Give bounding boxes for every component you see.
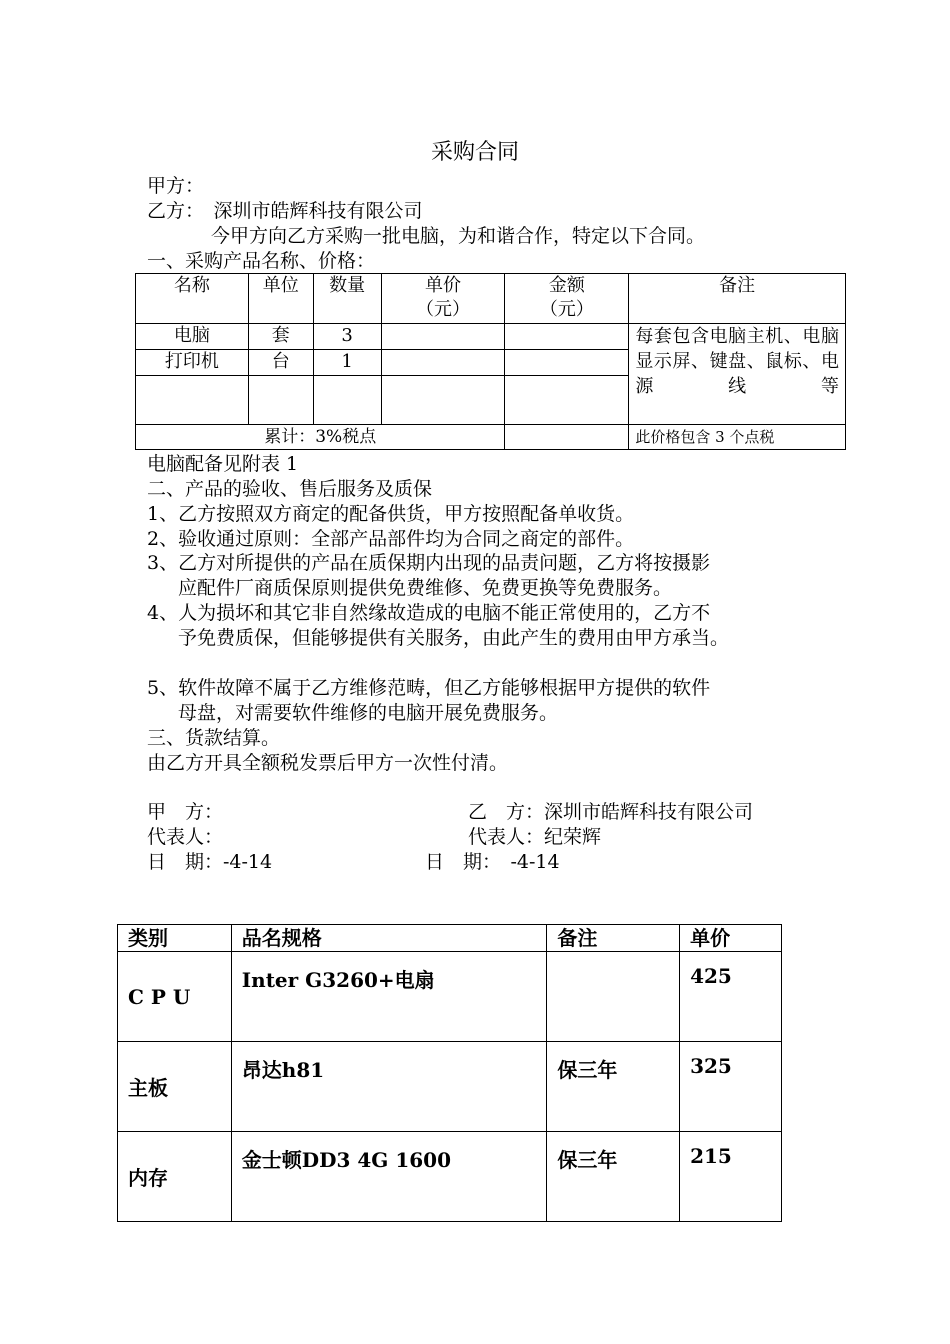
table-row (118, 1042, 782, 1132)
product-price-table (135, 273, 846, 450)
category-cell: 主板 (118, 1042, 232, 1132)
table-row (136, 324, 846, 350)
intro-text: 今甲方向乙方采购一批电脑，为和谐合作，特定以下合同。 (211, 225, 706, 247)
clause-5: 5、软件故障不属于乙方维修范畴，但乙方能够根据甲方提供的软件 (147, 677, 711, 699)
table-header-row (118, 925, 782, 952)
clause-4-cont: 予免费质保，但能够提供有关服务，由此产生的费用由甲方承当。 (178, 627, 730, 649)
sign-rep-a: 代表人： (147, 826, 224, 848)
name-cell: 电脑 (136, 324, 249, 350)
table-total-row (136, 425, 846, 450)
table-header-row (136, 274, 846, 324)
amount-cell (505, 324, 629, 350)
party-b-line: 乙方： 深圳市皓辉科技有限公司 (147, 200, 423, 222)
clause-1: 1、乙方按照双方商定的配备供货，甲方按照配备单收货。 (147, 503, 635, 525)
section3-heading: 三、货款结算。 (147, 727, 281, 749)
qty-cell: 1 (313, 350, 381, 376)
unit-cell: 台 (248, 350, 313, 376)
sign-date-b: 日 期： -4-14 (425, 851, 560, 873)
total-remark-cell: 此价格包含 3 个点税 (629, 425, 846, 450)
clause-3-cont: 应配件厂商质保原则提供免费维修、免费更换等免费服务。 (178, 577, 673, 599)
table-row (118, 1132, 782, 1222)
sign-date-a: 日 期：-4-14 (147, 851, 273, 873)
clause-3: 3、乙方对所提供的产品在质保期内出现的品责问题，乙方将按摄影 (147, 552, 711, 574)
spec-cell: 金士顿DD3 4G 1600 (231, 1132, 547, 1222)
party-a-line: 甲方： (147, 175, 205, 197)
header-cell: 单价 (680, 925, 782, 952)
total-cell: 累计：3%税点 (136, 425, 505, 450)
header-cell: 品名规格 (231, 925, 547, 952)
price-cell: 425 (680, 952, 782, 1042)
remark-cell: 每套包含电脑主机、电脑显示屏、键盘、鼠标、电源线等 (629, 324, 846, 425)
price-cell (381, 324, 505, 350)
spec-cell: 昂达h81 (231, 1042, 547, 1132)
document-title: 采购合同 (430, 140, 519, 165)
name-cell: 打印机 (136, 350, 249, 376)
header-cell: 单价 （元） (381, 274, 505, 324)
price-cell (381, 350, 505, 376)
payment-text: 由乙方开具全额税发票后甲方一次性付清。 (147, 752, 509, 774)
unit-cell: 套 (248, 324, 313, 350)
table-row (118, 952, 782, 1042)
sign-party-a: 甲 方： (147, 801, 224, 823)
header-cell: 备注 (547, 925, 680, 952)
header-cell: 备注 (629, 274, 846, 324)
clause-4: 4、人为损坏和其它非自然缘故造成的电脑不能正常使用的，乙方不 (147, 602, 711, 624)
header-cell: 类别 (118, 925, 232, 952)
header-cell: 名称 (136, 274, 249, 324)
section1-heading: 一、采购产品名称、价格： (147, 250, 376, 272)
qty-cell: 3 (313, 324, 381, 350)
price-cell: 325 (680, 1042, 782, 1132)
category-cell: 内存 (118, 1132, 232, 1222)
category-cell: C P U (118, 952, 232, 1042)
header-cell: 数量 (313, 274, 381, 324)
total-amount-cell (505, 425, 629, 450)
price-cell: 215 (680, 1132, 782, 1222)
clause-2: 2、验收通过原则：全部产品部件均为合同之商定的部件。 (147, 528, 635, 550)
note-cell: 保三年 (547, 1042, 680, 1132)
section2-heading: 二、产品的验收、售后服务及质保 (147, 478, 433, 500)
spec-cell: Inter G3260+电扇 (231, 952, 547, 1042)
amount-cell (505, 350, 629, 376)
header-cell: 单位 (248, 274, 313, 324)
note-cell: 保三年 (547, 1132, 680, 1222)
config-table (117, 924, 782, 1222)
sign-rep-b: 代表人：纪荣辉 (468, 826, 602, 848)
clause-5-cont: 母盘，对需要软件维修的电脑开展免费服务。 (178, 702, 559, 724)
note-cell (547, 952, 680, 1042)
sign-party-b: 乙 方：深圳市皓辉科技有限公司 (468, 801, 754, 823)
attachment-note: 电脑配备见附表 1 (147, 453, 299, 475)
header-cell: 金额 （元） (505, 274, 629, 324)
